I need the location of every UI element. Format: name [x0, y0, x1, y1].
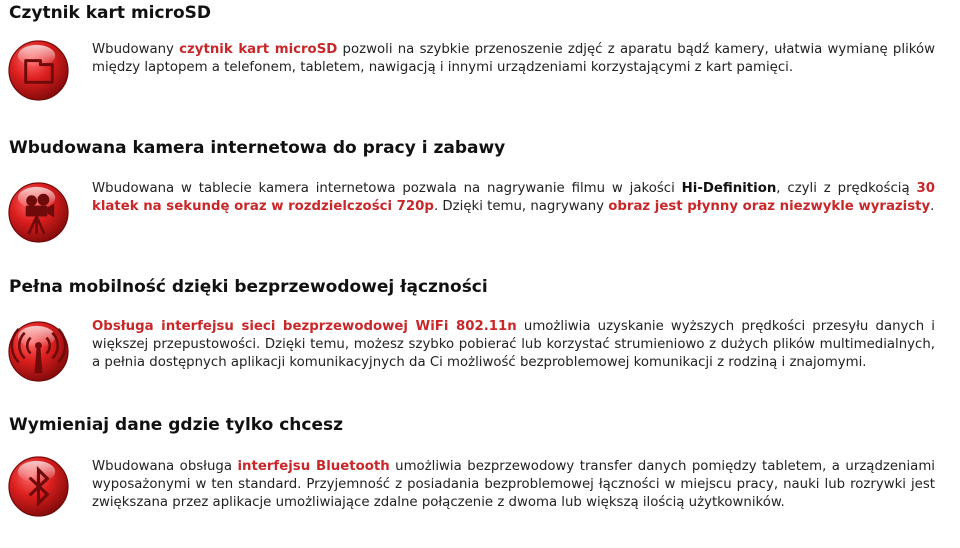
section-paragraph [92, 180, 935, 216]
body-text: . Dzięki temu, nagrywany [433, 199, 609, 214]
highlight-text: czytnik kart microSD [179, 42, 338, 57]
body-text: umożliwia uzyskanie wyższych prędkości przesyłu danych i większej przepustowości. Dzięki temu, możesz szybko pobierać lub korzystać strumieniowo z dużych plików multimedialnych, a pełnia dostępnych aplikacji komunikacyjnych da Ci możliwość bezproblemowej komunikacji z rodziną i znajomymi. [92, 319, 935, 370]
section-paragraph [92, 318, 935, 372]
section-title: Wymieniaj dane gdzie tylko chcesz [9, 415, 344, 435]
sd-card-icon [7, 39, 70, 102]
highlight-text: 30 klatek na sekundę oraz w rozdzielczości 720p [92, 181, 935, 214]
body-text: . [930, 199, 935, 214]
body-text: Wbudowana obsługa [92, 459, 238, 474]
bluetooth-icon [7, 455, 70, 518]
highlight-text: interfejsu Bluetooth [237, 459, 390, 474]
body-text: Wbudowana w tablecie kamera internetowa pozwala na nagrywanie filmu w jakości [92, 181, 682, 196]
wifi-antenna-icon [7, 320, 70, 383]
body-text: , czyli z prędkością [776, 181, 917, 196]
movie-camera-icon [7, 181, 70, 244]
section-title: Czytnik kart microSD [9, 3, 211, 23]
body-text: pozwoli na szybkie przenoszenie zdjęć z aparatu bądź kamery, ułatwia wymianę plików między laptopem a telefonem, tabletem, nawigacją i innymi urządzeniami korzystającymi z kart pamięci. [92, 42, 935, 75]
body-text: Wbudowany [92, 42, 180, 57]
section-title: Wbudowana kamera internetowa do pracy i zabawy [9, 138, 506, 158]
body-text: umożliwia bezprzewodowy transfer danych pomiędzy tabletem, a urządzeniami wyposażonymi w ten standard. Przyjemność z posiadania bezproblemowej łączności w miejscu pracy, nauki lub rozrywki jest zwiększana przez aplikacje umożliwiające zdalne połączenie z dwoma lub większą ilością użytkowników. [92, 459, 935, 510]
section-paragraph [92, 458, 935, 512]
highlight-text: Obsługa interfejsu sieci bezprzewodowej WiFi 802.11n [92, 319, 517, 334]
section-paragraph [92, 41, 935, 77]
highlight-text: obraz jest płynny oraz niezwykle wyrazisty [608, 199, 931, 214]
section-title: Pełna mobilność dzięki bezprzewodowej łączności [9, 277, 488, 297]
bold-text: Hi-Definition [681, 181, 777, 196]
